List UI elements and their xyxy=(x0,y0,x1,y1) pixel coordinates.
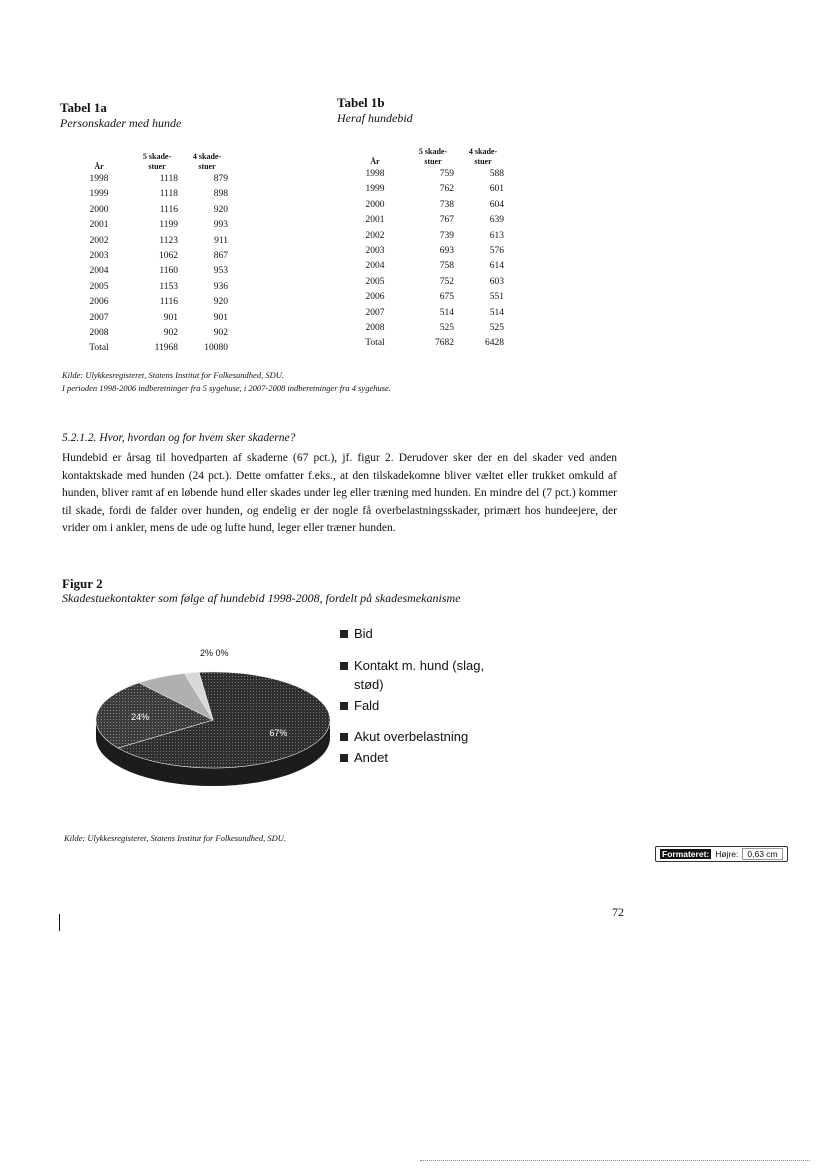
table-row xyxy=(342,182,508,197)
value-cell: 1118 xyxy=(159,174,178,184)
legend-swatch xyxy=(340,702,348,710)
value-cell: 1062 xyxy=(159,251,178,262)
format-label: Formateret: xyxy=(662,849,710,859)
format-field-value: 0,63 cm xyxy=(742,848,782,860)
legend-label: Andet xyxy=(354,749,388,765)
table-row xyxy=(66,203,232,218)
legend-label: Bid xyxy=(354,626,373,641)
value-cell: 603 xyxy=(489,276,504,287)
year-cell: 1998 xyxy=(365,169,385,179)
pie-legend xyxy=(340,624,500,768)
value-cell: 936 xyxy=(213,281,228,292)
year-cell: Total xyxy=(89,343,109,354)
value-cell: 525 xyxy=(439,323,454,334)
year-cell: 2002 xyxy=(365,230,385,241)
value-cell: 1153 xyxy=(159,281,178,292)
table-row xyxy=(66,187,232,202)
value-cell: 739 xyxy=(439,230,454,241)
legend-label: Kontakt m. hund (slag, stød) xyxy=(354,657,485,692)
table-1b-header-5: 5 skade-stuer xyxy=(418,147,448,166)
source-note-1: Kilde: Ulykkesregisteret, Statens Institut for Folkesundhed, SDU. xyxy=(62,370,284,380)
year-cell: 2002 xyxy=(89,235,109,246)
table-1a-header-5: 5 skade-stuer xyxy=(142,152,172,171)
value-cell: 767 xyxy=(439,215,454,226)
year-cell: 2000 xyxy=(365,199,385,210)
pie-data-label: 67% xyxy=(269,727,288,738)
table-row xyxy=(66,218,232,233)
table-row xyxy=(66,295,232,310)
year-cell: 2000 xyxy=(89,204,109,215)
table-row xyxy=(342,229,508,244)
value-cell: 1116 xyxy=(159,204,178,215)
section-heading: 5.2.1.2. Hvor, hvordan og for hvem sker skaderne? xyxy=(62,432,296,444)
table-row xyxy=(342,306,508,321)
margin-mark xyxy=(59,914,60,931)
value-cell: 759 xyxy=(439,169,454,179)
year-cell: 2005 xyxy=(89,281,109,292)
value-cell: 752 xyxy=(439,276,454,287)
value-cell: 588 xyxy=(489,169,504,179)
table-row xyxy=(66,172,232,187)
year-cell: 1998 xyxy=(89,174,109,184)
table-row xyxy=(66,234,232,249)
year-cell: Total xyxy=(365,338,385,349)
body-paragraph: Hundebid er årsag til hovedparten af skaderne (67 pct.), jf. figur 2. Derudover sker der en del skader ved anden kontaktskade med hunden (24 pct.). Dette omfatter f.eks., at den tilskadekomne bliver væltet eller trukket omkuld af hunden, bliver ramt af en løbende hund eller skades under leg eller træning med hunden. En mindre del (7 pct.) kommer til skade, fordi de falder over hunden, og endelig er der nogle få overbelastningsskader, primært hos hundeejere, der vrider om i ankler, mens de ude og lufte hund, leger eller træner hunden. xyxy=(62,452,617,534)
value-cell: 1123 xyxy=(159,235,178,246)
table-1b-header-year: År xyxy=(370,157,380,166)
legend-item xyxy=(340,727,500,747)
value-cell: 901 xyxy=(213,312,228,323)
pie-data-label: 24% xyxy=(131,712,150,723)
year-cell: 2008 xyxy=(365,323,385,334)
year-cell: 1999 xyxy=(89,189,109,200)
value-cell: 911 xyxy=(214,235,228,246)
value-cell: 551 xyxy=(489,292,504,303)
legend-label: Akut overbelastning xyxy=(354,729,469,744)
bottom-dotted-line xyxy=(420,1160,810,1161)
value-cell: 693 xyxy=(439,246,454,257)
value-cell: 601 xyxy=(489,184,504,195)
year-cell: 2007 xyxy=(365,307,385,318)
value-cell: 1160 xyxy=(159,266,178,277)
legend-label: Fald xyxy=(354,697,380,713)
value-cell: 6428 xyxy=(485,338,504,349)
value-cell: 10080 xyxy=(204,343,228,354)
format-field-name: Højre: xyxy=(715,849,739,859)
year-cell: 2001 xyxy=(89,220,109,231)
value-cell: 993 xyxy=(213,220,228,231)
legend-item xyxy=(340,748,500,768)
value-cell: 639 xyxy=(489,215,504,226)
table-row xyxy=(342,198,508,213)
table-1a xyxy=(66,152,232,357)
year-cell: 1999 xyxy=(365,184,385,195)
legend-swatch xyxy=(340,630,348,638)
year-cell: 2004 xyxy=(365,261,385,272)
table-row xyxy=(342,290,508,305)
value-cell: 1199 xyxy=(159,220,178,231)
table-row xyxy=(66,264,232,279)
year-cell: 2007 xyxy=(89,312,109,323)
legend-swatch xyxy=(340,733,348,741)
pie-top-label: 2% 0% xyxy=(200,648,229,658)
table-1a-title: Tabel 1a xyxy=(60,100,107,115)
value-cell: 604 xyxy=(489,199,504,210)
legend-item xyxy=(340,656,500,695)
value-cell: 879 xyxy=(213,174,228,184)
figure-title: Figur 2 xyxy=(62,576,103,591)
table-row xyxy=(66,249,232,264)
table-1b xyxy=(342,147,508,352)
year-cell: 2006 xyxy=(89,297,109,308)
table-1b-title: Tabel 1b xyxy=(337,95,385,110)
table-1a-header-4: 4 skade-stuer xyxy=(192,152,222,171)
value-cell: 762 xyxy=(439,184,454,195)
figure-subtitle: Skadestuekontakter som følge af hundebid 1998-2008, fordelt på skadesmekanisme xyxy=(62,591,461,605)
value-cell: 675 xyxy=(439,292,454,303)
table-row xyxy=(342,336,508,351)
legend-item xyxy=(340,696,500,716)
value-cell: 920 xyxy=(213,297,228,308)
figure-source: Kilde: Ulykkesregisteret, Statens Institut for Folkesundhed, SDU. xyxy=(64,833,286,843)
legend-swatch xyxy=(340,754,348,762)
value-cell: 514 xyxy=(489,307,504,318)
year-cell: 2001 xyxy=(365,215,385,226)
table-1b-subtitle: Heraf hundebid xyxy=(337,111,413,125)
value-cell: 1116 xyxy=(159,297,178,308)
format-field-box xyxy=(655,846,788,862)
table-row xyxy=(342,321,508,336)
value-cell: 7682 xyxy=(435,338,454,349)
value-cell: 953 xyxy=(213,266,228,277)
year-cell: 2008 xyxy=(89,328,109,339)
table-1a-header-year: År xyxy=(94,162,104,171)
value-cell: 525 xyxy=(489,323,504,334)
value-cell: 758 xyxy=(439,261,454,272)
table-1a-subtitle: Personskader med hunde xyxy=(60,116,182,130)
year-cell: 2003 xyxy=(89,251,109,262)
value-cell: 576 xyxy=(489,246,504,257)
table-row xyxy=(66,326,232,341)
table-row xyxy=(66,280,232,295)
year-cell: 2005 xyxy=(365,276,385,287)
value-cell: 898 xyxy=(213,189,228,200)
value-cell: 514 xyxy=(439,307,454,318)
value-cell: 902 xyxy=(163,328,178,339)
year-cell: 2003 xyxy=(365,246,385,257)
value-cell: 1118 xyxy=(159,189,178,200)
legend-item xyxy=(340,624,500,644)
value-cell: 867 xyxy=(213,251,228,262)
table-1b-header-4: 4 skade-stuer xyxy=(468,147,498,166)
value-cell: 920 xyxy=(213,204,228,215)
value-cell: 901 xyxy=(163,312,178,323)
source-note-2: I perioden 1998-2006 indberetninger fra 5 sygehuse, i 2007-2008 indberetninger fra 4 sygehuse. xyxy=(62,383,391,393)
value-cell: 11968 xyxy=(154,343,178,354)
year-cell: 2004 xyxy=(89,266,109,277)
table-row xyxy=(342,275,508,290)
table-row xyxy=(342,167,508,182)
table-row xyxy=(66,341,232,356)
value-cell: 614 xyxy=(489,261,504,272)
value-cell: 902 xyxy=(213,328,228,339)
table-row xyxy=(342,244,508,259)
table-row xyxy=(342,213,508,228)
page-number: 72 xyxy=(612,905,624,919)
legend-swatch xyxy=(340,662,348,670)
year-cell: 2006 xyxy=(365,292,385,303)
table-row xyxy=(66,311,232,326)
table-row xyxy=(342,259,508,274)
value-cell: 613 xyxy=(489,230,504,241)
pie-chart xyxy=(88,640,338,800)
value-cell: 738 xyxy=(439,199,454,210)
